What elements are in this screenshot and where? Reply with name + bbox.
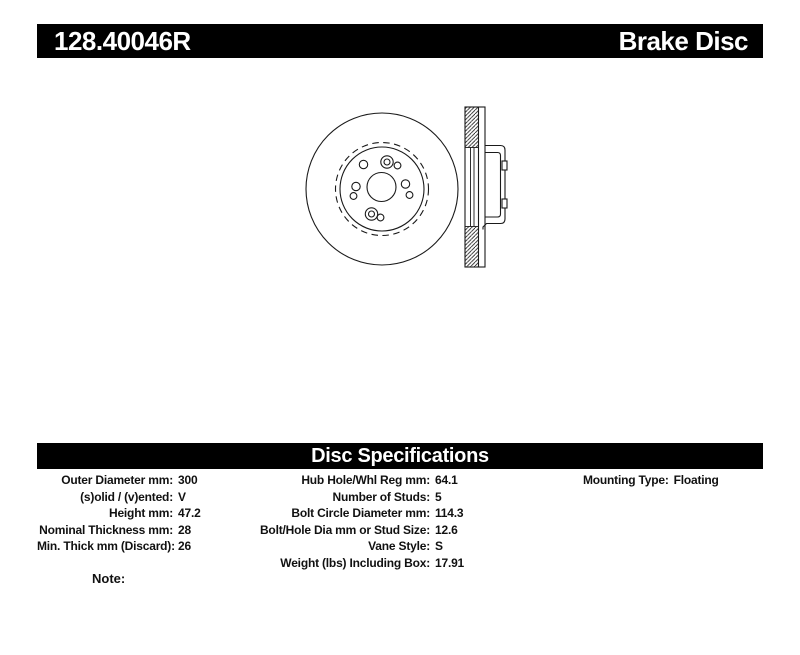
small-hole (394, 162, 401, 169)
spec-label: Nominal Thickness mm: (39, 522, 173, 537)
spec-row (245, 489, 535, 506)
spec-value: 114.3 (435, 506, 464, 520)
spec-row (583, 472, 719, 489)
spec-label: Bolt Circle Diameter mm: (291, 506, 430, 520)
header-bar (37, 24, 763, 58)
spec-row (245, 555, 535, 572)
friction-ring-hatch-top (466, 108, 479, 148)
spec-value: S (435, 539, 443, 553)
stud-hole-ringed (365, 208, 377, 220)
spec-row (245, 505, 535, 522)
spec-row (37, 472, 267, 489)
small-hole (406, 192, 413, 199)
spec-value: 64.1 (435, 473, 458, 487)
spec-value: 12.6 (435, 522, 458, 537)
spec-label: Vane Style: (368, 539, 430, 553)
spec-value: 28 (178, 522, 191, 537)
spec-label: Height mm: (108, 506, 173, 520)
spec-label: Bolt/Hole Dia mm or Stud Size: (259, 522, 430, 537)
spec-row (37, 522, 267, 539)
spec-value: 300 (178, 473, 198, 487)
spec-value: 5 (435, 489, 442, 504)
spec-column-left (37, 472, 267, 555)
spec-label: Mounting Type: (583, 473, 669, 487)
rotor-cross-section-view (465, 107, 507, 267)
stud-hole-ringed (381, 156, 393, 168)
lug-hole-section-mark (502, 161, 507, 170)
small-hole (377, 214, 384, 221)
spec-row (245, 538, 535, 555)
stud-hole (352, 182, 360, 190)
spec-column-right (583, 472, 719, 489)
stud-hole (359, 160, 367, 168)
spec-label: Hub Hole/Whl Reg mm: (301, 473, 430, 487)
brake-disc-technical-drawing (285, 93, 520, 283)
spec-label: Min. Thick mm (Discard): (37, 539, 175, 553)
note-label: Note: (92, 571, 126, 586)
spec-value: 47.2 (178, 506, 201, 520)
center-bore (367, 173, 396, 202)
product-type-title: Brake Disc (618, 25, 748, 56)
friction-ring-hatch-bottom (466, 227, 479, 267)
stud-hole (401, 180, 409, 188)
spec-row (37, 489, 267, 506)
spec-label: (s)olid / (v)ented: (80, 489, 173, 504)
stud-hole-ringed-inner (384, 159, 390, 165)
section-title-bar (37, 443, 763, 469)
part-number: 128.40046R (54, 25, 191, 56)
spec-label: Weight (lbs) Including Box: (280, 555, 430, 570)
stud-hole-ringed-inner (369, 211, 375, 217)
spec-column-middle (245, 472, 535, 571)
small-hole (350, 193, 357, 200)
spec-row (37, 505, 267, 522)
spec-value: 17.91 (435, 555, 465, 570)
spec-value: Floating (673, 473, 719, 487)
spec-row (245, 522, 535, 539)
spec-value: V (178, 489, 186, 504)
lug-hole-section-mark (502, 199, 507, 208)
spec-value: 26 (178, 539, 191, 553)
spec-label: Number of Studs: (332, 489, 430, 504)
outer-diameter-circle (306, 113, 458, 265)
rotor-front-view (306, 113, 458, 265)
spec-label: Outer Diameter mm: (61, 473, 173, 487)
hat-inner-profile (485, 153, 501, 218)
section-title: Disc Specifications (311, 444, 489, 467)
bolt-circle-dashed (336, 143, 429, 236)
spec-row (37, 538, 267, 555)
spec-row (245, 472, 535, 489)
